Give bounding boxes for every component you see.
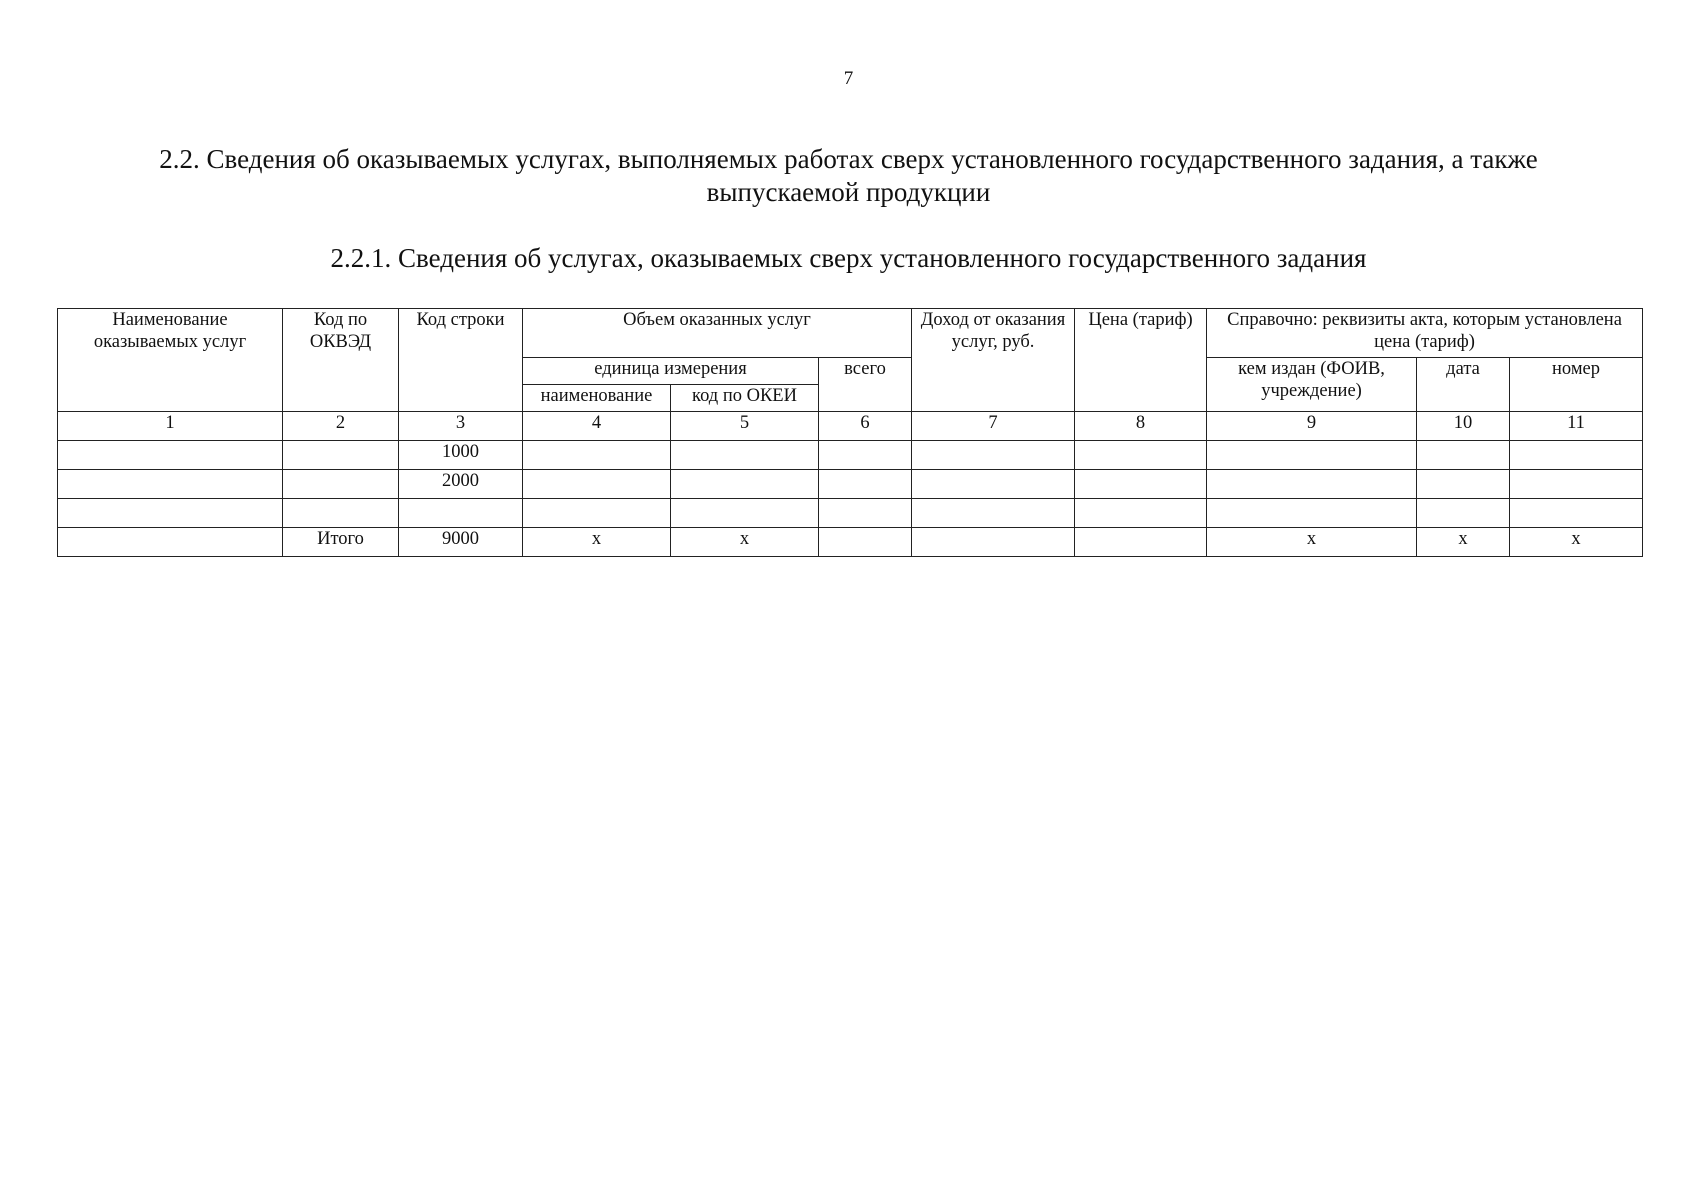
- header-number: номер: [1510, 358, 1643, 412]
- column-number: 3: [399, 412, 523, 441]
- table-cell: [819, 470, 912, 499]
- table-cell: 9000: [399, 528, 523, 557]
- column-number: 10: [1417, 412, 1510, 441]
- table-cell: 1000: [399, 441, 523, 470]
- table-cell: [912, 528, 1075, 557]
- table-cell: [1417, 441, 1510, 470]
- column-number: 5: [671, 412, 819, 441]
- header-income: Доход от оказания услуг, руб.: [912, 309, 1075, 412]
- column-numbers-row: [58, 412, 1643, 441]
- column-number: 2: [283, 412, 399, 441]
- table-cell: [912, 441, 1075, 470]
- table-cell: [1075, 441, 1207, 470]
- table-cell: [523, 499, 671, 528]
- table-cell: [58, 470, 283, 499]
- table-cell: [523, 470, 671, 499]
- table-row: [58, 470, 1643, 499]
- header-unit-name: наименование: [523, 385, 671, 412]
- table-cell: [1510, 499, 1643, 528]
- column-number: 4: [523, 412, 671, 441]
- table-cell: [58, 528, 283, 557]
- table-cell: [523, 441, 671, 470]
- table-cell: [283, 441, 399, 470]
- header-row-code: Код строки: [399, 309, 523, 412]
- page-number: 7: [843, 68, 854, 89]
- subsection-title: 2.2.1. Сведения об услугах, оказываемых сверх установленного государственного задания: [330, 243, 1367, 273]
- table-cell: [1075, 470, 1207, 499]
- table-cell: x: [1207, 528, 1417, 557]
- total-label: Итого: [283, 528, 399, 557]
- table-cell: [912, 470, 1075, 499]
- header-service-name: Наименование оказываемых услуг: [58, 309, 283, 412]
- table-cell: [1207, 441, 1417, 470]
- table-cell: x: [671, 528, 819, 557]
- header-act-reference: Справочно: реквизиты акта, которым установлена цена (тариф): [1207, 309, 1643, 358]
- section-title: 2.2. Сведения об оказываемых услугах, выполняемых работах сверх установленного государственного задания, а также выпускаемой продукции: [159, 144, 1538, 207]
- table-cell: [399, 499, 523, 528]
- header-volume: Объем оказанных услуг: [523, 309, 912, 358]
- column-number: 11: [1510, 412, 1643, 441]
- header-unit: единица измерения: [523, 358, 819, 385]
- table-cell: [671, 441, 819, 470]
- table-cell: [283, 470, 399, 499]
- table-cell: [1075, 528, 1207, 557]
- table-cell: [819, 441, 912, 470]
- table-cell: [819, 499, 912, 528]
- table-cell: [912, 499, 1075, 528]
- table-row: [58, 441, 1643, 470]
- total-row: [58, 528, 1643, 557]
- table-cell: [1207, 499, 1417, 528]
- table-cell: [1075, 499, 1207, 528]
- table-cell: 2000: [399, 470, 523, 499]
- table-cell: x: [523, 528, 671, 557]
- table-cell: [58, 499, 283, 528]
- column-number: 8: [1075, 412, 1207, 441]
- header-okved-code: Код по ОКВЭД: [283, 309, 399, 412]
- table-row: [58, 499, 1643, 528]
- column-number: 7: [912, 412, 1075, 441]
- table-cell: [671, 470, 819, 499]
- header-date: дата: [1417, 358, 1510, 412]
- table-cell: [819, 528, 912, 557]
- header-okei-code: код по ОКЕИ: [671, 385, 819, 412]
- table-cell: [283, 499, 399, 528]
- table-cell: [1510, 470, 1643, 499]
- header-row-1: [58, 309, 1643, 358]
- header-total: всего: [819, 358, 912, 412]
- column-number: 6: [819, 412, 912, 441]
- services-table: [57, 308, 1643, 557]
- table-cell: x: [1417, 528, 1510, 557]
- table-cell: x: [1510, 528, 1643, 557]
- header-price: Цена (тариф): [1075, 309, 1207, 412]
- table-cell: [1417, 499, 1510, 528]
- header-issued-by: кем издан (ФОИВ, учреждение): [1207, 358, 1417, 412]
- column-number: 1: [58, 412, 283, 441]
- table-cell: [1207, 470, 1417, 499]
- table-cell: [671, 499, 819, 528]
- table-cell: [1417, 470, 1510, 499]
- column-number: 9: [1207, 412, 1417, 441]
- table-cell: [58, 441, 283, 470]
- table-cell: [1510, 441, 1643, 470]
